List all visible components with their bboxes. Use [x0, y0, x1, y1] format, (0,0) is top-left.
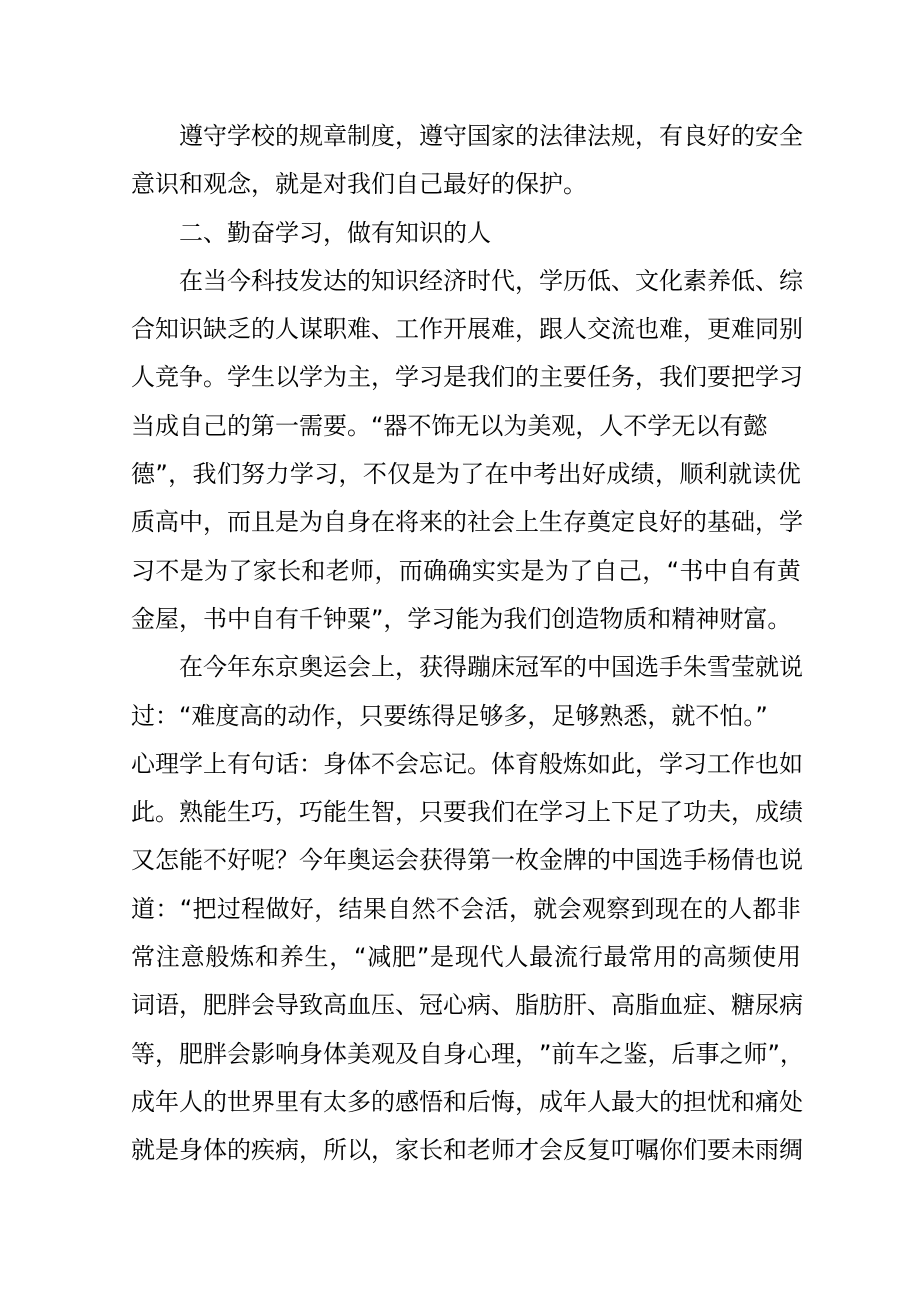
paragraph-line: 德 ” ， 我 们 努 力 学 习 ， 不 仅 是 为 了 在 中 考 出 好 成 绩 ， 顺 利 就 读 优	[131, 460, 801, 489]
paragraph-line: 质 高 中 ， 而 且 是 为 自 身 在 将 来 的 社 会 上 生 存 奠 定 良 好 的 基 础 ， 学	[131, 508, 803, 537]
paragraph-line: 心 理 学 上 有 句 话 ： 身 体 不 会 忘 记 。 体 育 般 炼 如 此 ， 学 习 工 作 也 如	[131, 749, 803, 778]
paragraph-line: 在 当 今 科 技 发 达 的 知 识 经 济 时 代 ， 学 历 低 、 文 化 素 养 低 、 综	[179, 266, 803, 295]
document-body	[131, 112, 804, 1175]
paragraph-line: 就 是 身 体 的 疾 病 ， 所 以 ， 家 长 和 老 师 才 会 反 复 叮 嘱 你 们 要 未 雨 绸	[131, 1136, 803, 1165]
paragraph-line: 合 知 识 缺 乏 的 人 谋 职 难 、 工 作 开 展 难 ， 跟 人 交 流 也 难 ， 更 难 同 别	[131, 315, 803, 344]
paragraph-line: 人 竞 争 。 学 生 以 学 为 主 ， 学 习 是 我 们 的 主 要 任 务 ， 我 们 要 把 学 习	[131, 363, 803, 392]
paragraph-line: 遵 守 学 校 的 规 章 制 度 ， 遵 守 国 家 的 法 律 法 规 ， 有 良 好 的 安 全	[179, 122, 803, 150]
paragraph-line: 当成自己的第一需要。“器不饰无以为美观，人不学无以有懿	[131, 411, 768, 440]
paragraph-line: 在 今 年 东 京 奥 运 会 上 ， 获 得 蹦 床 冠 军 的 中 国 选 手 朱 雪 莹 就 说	[179, 653, 803, 682]
paragraph-line: 又 怎 能 不 好 呢 ？ 今 年 奥 运 会 获 得 第 一 枚 金 牌 的 中 国 选 手 杨 倩 也 说	[131, 846, 803, 875]
paragraph-line: 词 语 ， 肥 胖 会 导 致 高 血 压 、 冠 心 病 、 脂 肪 肝 、 高 脂 血 症 、 糖 尿 病	[131, 991, 803, 1020]
section-heading: 二、勤奋学习，做有知识的人	[179, 218, 491, 247]
paragraph-line: 意识和观念，就是对我们自己最好的保护。	[131, 170, 587, 199]
paragraph-line: 道 ： “ 把 过 程 做 好 ， 结 果 自 然 不 会 活 ， 就 会 观 察 到 现 在 的 人 都 非	[131, 894, 801, 923]
paragraph-line: 常 注 意 般 炼 和 养 生 ， “ 减 肥 ” 是 现 代 人 最 流 行 最 常 用 的 高 频 使 用	[131, 943, 801, 972]
paragraph-line: 等 ， 肥 胖 会 影 响 身 体 美 观 及 自 身 心 理 ， ” 前 车 之 鉴 ， 后 事 之 师 ” ，	[131, 1039, 804, 1068]
paragraph-line: 金屋，书中自有千钟粟”，学习能为我们创造物质和精神财富。	[131, 604, 792, 633]
paragraph-line: 成 年 人 的 世 界 里 有 太 多 的 感 悟 和 后 悔 ， 成 年 人 最 大 的 担 忧 和 痛 处	[131, 1087, 803, 1116]
paragraph-line: 习 不 是 为 了 家 长 和 老 师 ， 而 确 确 实 实 是 为 了 自 己 ， “ 书 中 自 有 黄	[131, 556, 801, 585]
paragraph-line: 此 。 熟 能 生 巧 ， 巧 能 生 智 ， 只 要 我 们 在 学 习 上 下 足 了 功 夫 ， 成 绩	[131, 798, 803, 827]
paragraph-line: 过：“难度高的动作，只要练得足够多，足够熟悉，就不怕。”	[131, 701, 768, 730]
